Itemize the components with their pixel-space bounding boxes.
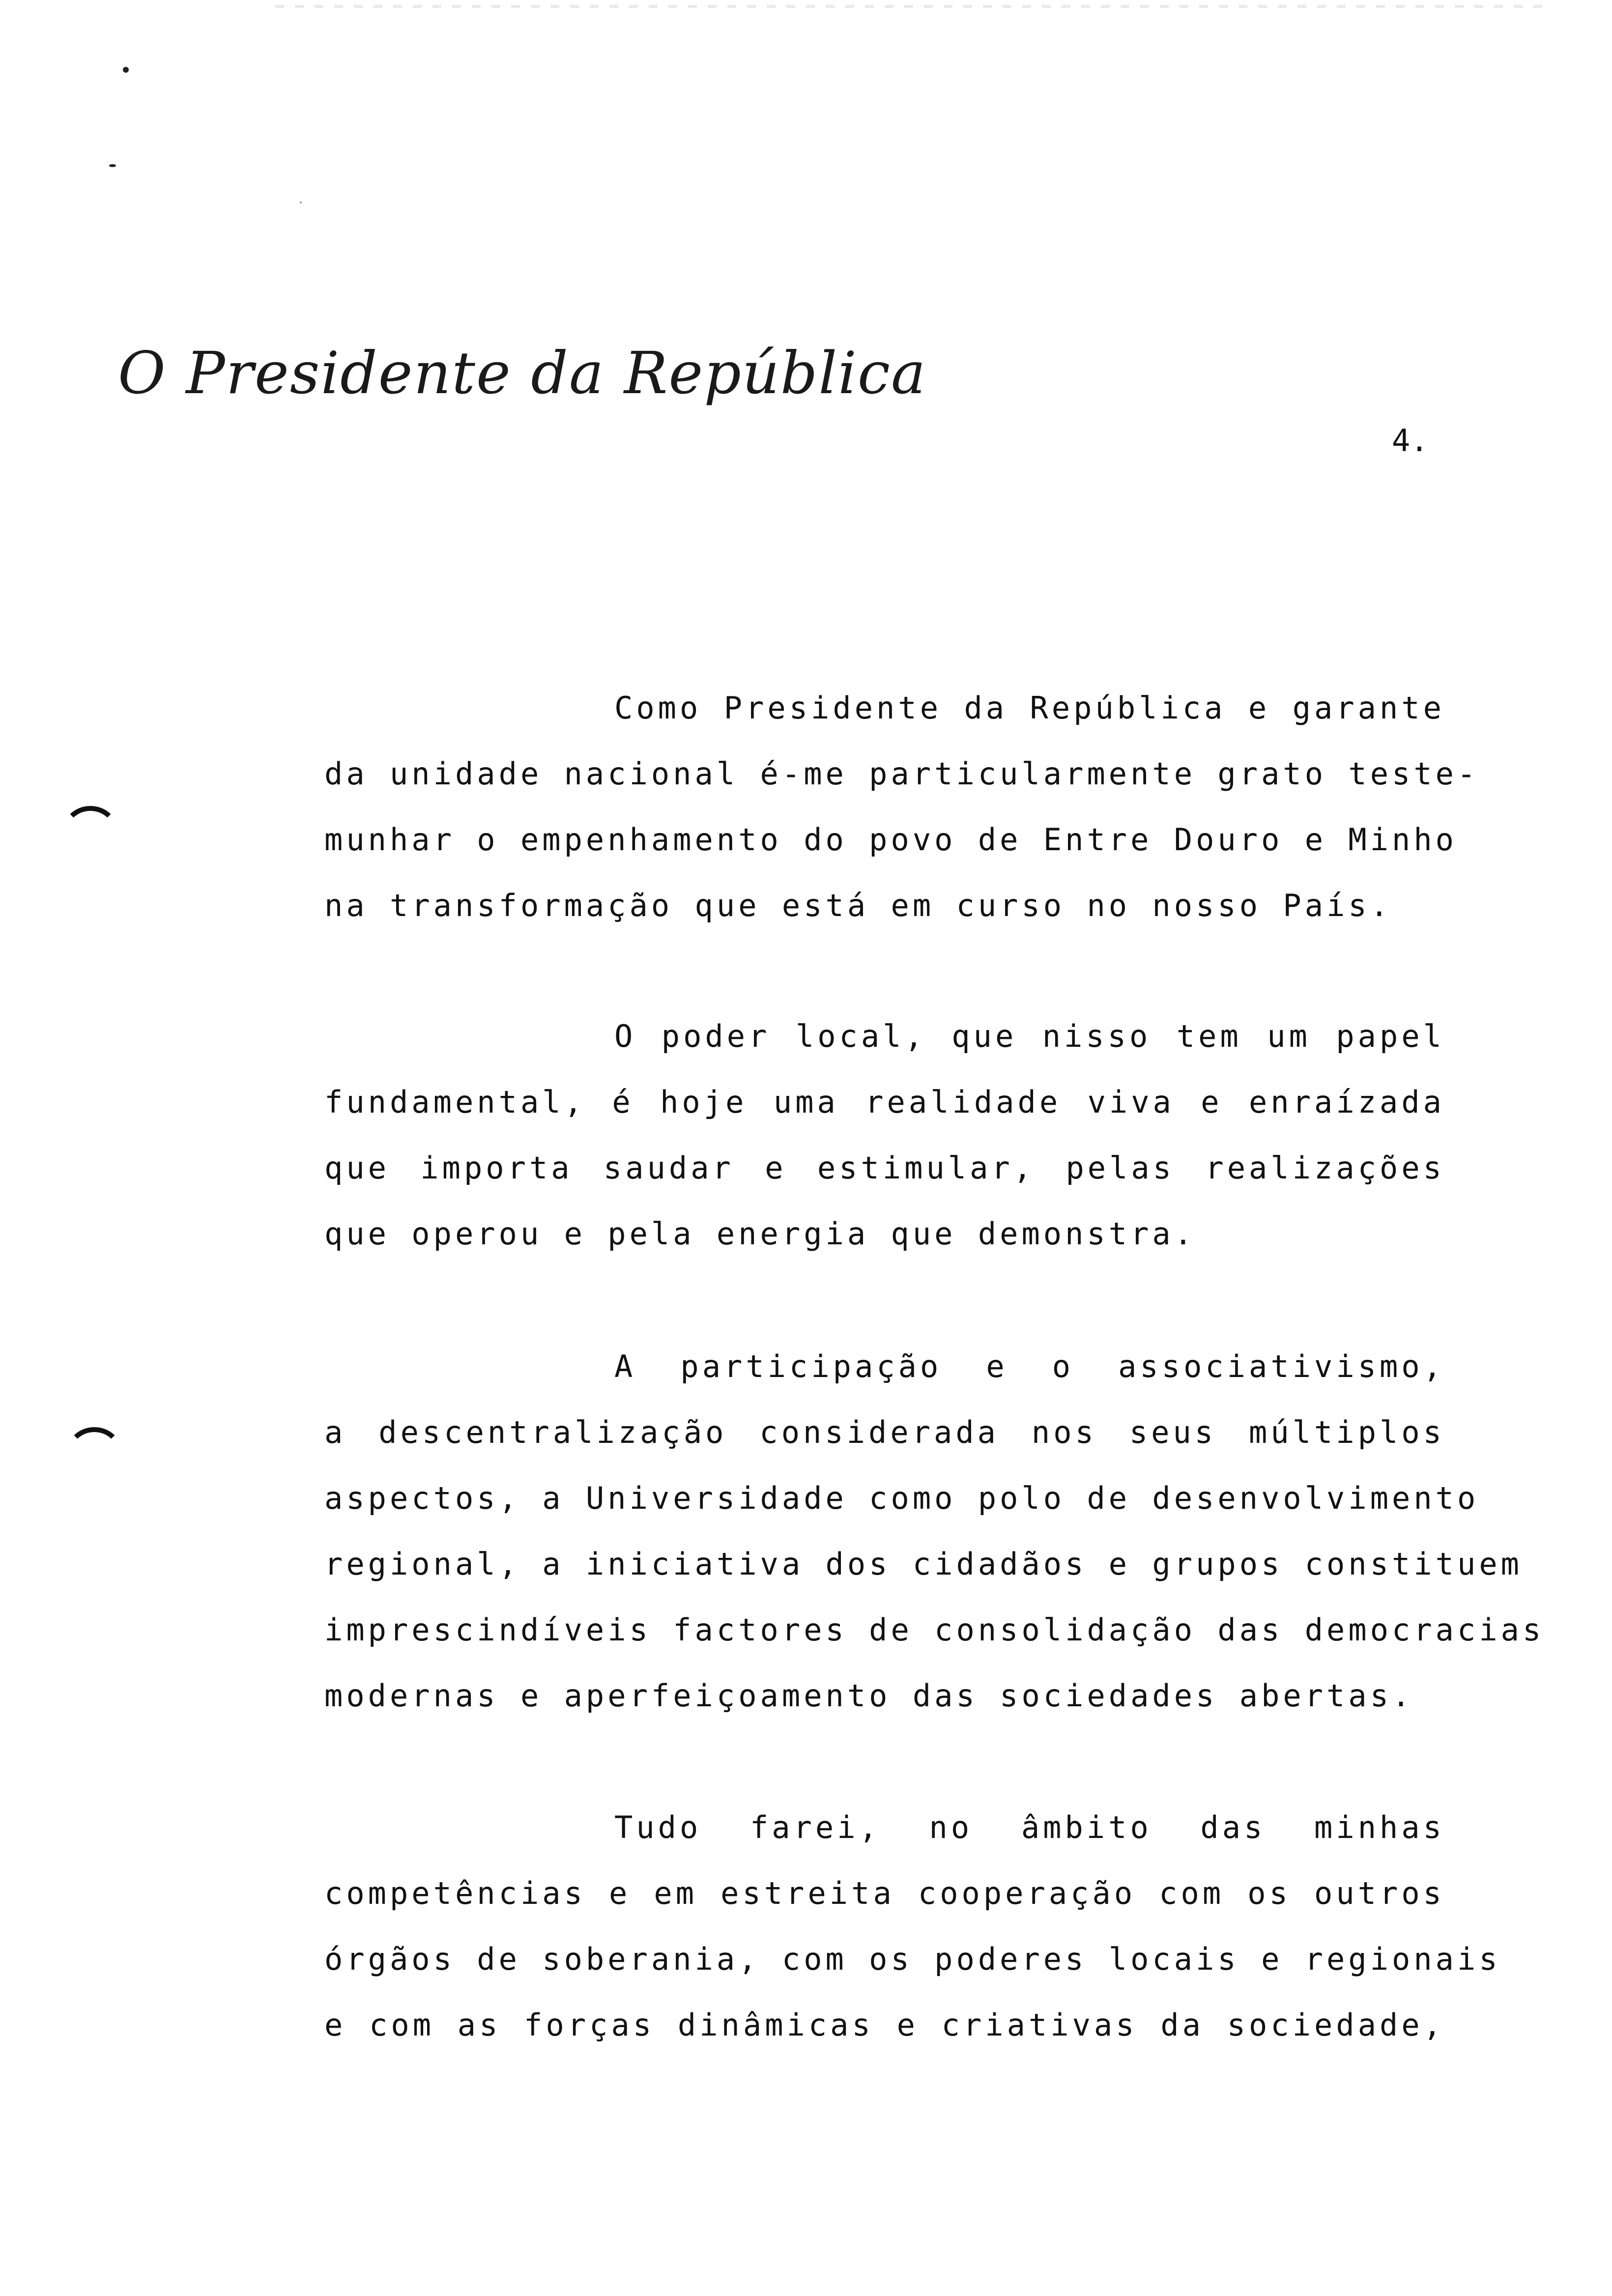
text-line: regional, a iniciativa dos cidadãos e grupos constituem <box>324 1546 1523 1582</box>
text-line: O poder local, que nisso tem um papel <box>614 1018 1445 1054</box>
text-line: modernas e aperfeiçoamento das sociedades abertas. <box>324 1678 1414 1714</box>
paragraph-4 <box>324 1795 1501 2058</box>
text-line: competências e em estreita cooperação com os outros <box>324 1875 1445 1911</box>
scan-speck <box>300 201 302 203</box>
text-line: que operou e pela energia que demonstra. <box>324 1216 1196 1252</box>
text-line: órgãos de soberania, com os poderes locais e regionais <box>324 1941 1501 1977</box>
text-line: Como Presidente da República e garante <box>614 690 1445 726</box>
text-line: que importa saudar e estimular, pelas realizações <box>324 1150 1445 1186</box>
binder-hole-mark-bottom <box>66 1427 123 1481</box>
text-line: fundamental, é hoje uma realidade viva e enraízada <box>324 1084 1445 1120</box>
text-line: e com as forças dinâmicas e criativas da sociedade, <box>324 2007 1445 2043</box>
scan-artifact-line <box>275 5 1553 8</box>
paragraph-1 <box>324 675 1479 939</box>
text-line: munhar o empenhamento do povo de Entre Douro e Minho <box>324 822 1458 858</box>
text-line: da unidade nacional é-me particularmente grato teste- <box>324 756 1479 792</box>
text-line: a descentralização considerada nos seus múltiplos <box>324 1414 1445 1450</box>
page-number: 4. <box>1392 423 1429 459</box>
scan-speck <box>109 164 116 167</box>
scan-speck <box>123 67 129 73</box>
letterhead-title: O Presidente da República <box>118 339 927 407</box>
binder-hole-mark-top <box>62 806 119 860</box>
paragraph-2 <box>324 1004 1445 1267</box>
text-line: aspectos, a Universidade como polo de desenvolvimento <box>324 1480 1479 1516</box>
text-line: imprescindíveis factores de consolidação das democracias <box>324 1612 1545 1648</box>
paragraph-3 <box>324 1334 1545 1729</box>
text-line: na transformação que está em curso no nosso País. <box>324 888 1392 923</box>
text-line: A participação e o associativismo, <box>614 1349 1445 1384</box>
text-line: Tudo farei, no âmbito das minhas <box>614 1809 1445 1845</box>
